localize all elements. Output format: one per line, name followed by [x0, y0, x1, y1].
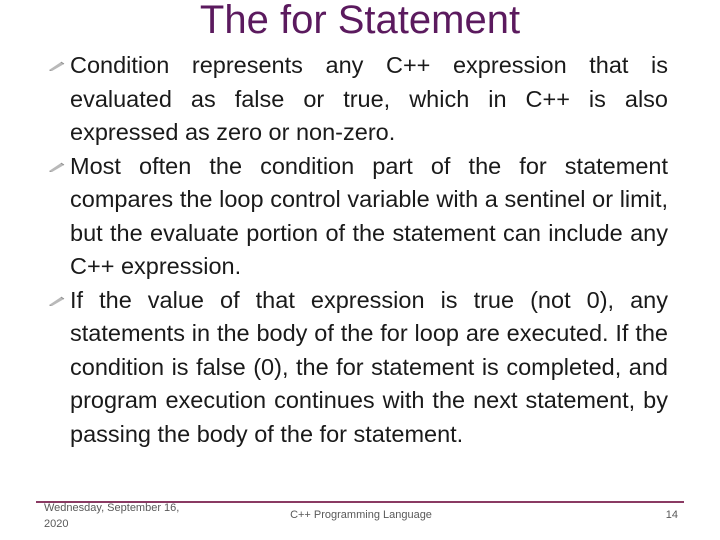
bullet-list: [48, 49, 668, 451]
footer-date: Wednesday, September 16, 2020: [44, 502, 180, 530]
page-number: 14: [665, 509, 678, 521]
bullet-item: [48, 49, 668, 150]
pencil-bullet-icon: [48, 162, 65, 172]
slide-title: The for Statement: [199, 0, 521, 42]
bullet-text: Most often the condition part of the for statement compares the loop control variable with a sentinel or limit, but the evaluate portion of the statement can include any C++ expression.: [70, 152, 668, 279]
pencil-bullet-icon: [48, 296, 65, 306]
bullet-item: [48, 284, 668, 452]
bullet-item: [48, 150, 668, 284]
footer-title: C++ Programming Language: [290, 509, 432, 521]
pencil-bullet-icon: [48, 61, 65, 71]
bullet-text: If the value of that expression is true (not 0), any statements in the body of the for loop are executed. If the condition is false (0), the for statement is completed, and program execution continues with the next statement, by passing the body of the for statement.: [70, 286, 668, 447]
bullet-text: Condition represents any C++ expression that is evaluated as false or true, which in C++ is also expressed as zero or non-zero.: [70, 52, 668, 145]
